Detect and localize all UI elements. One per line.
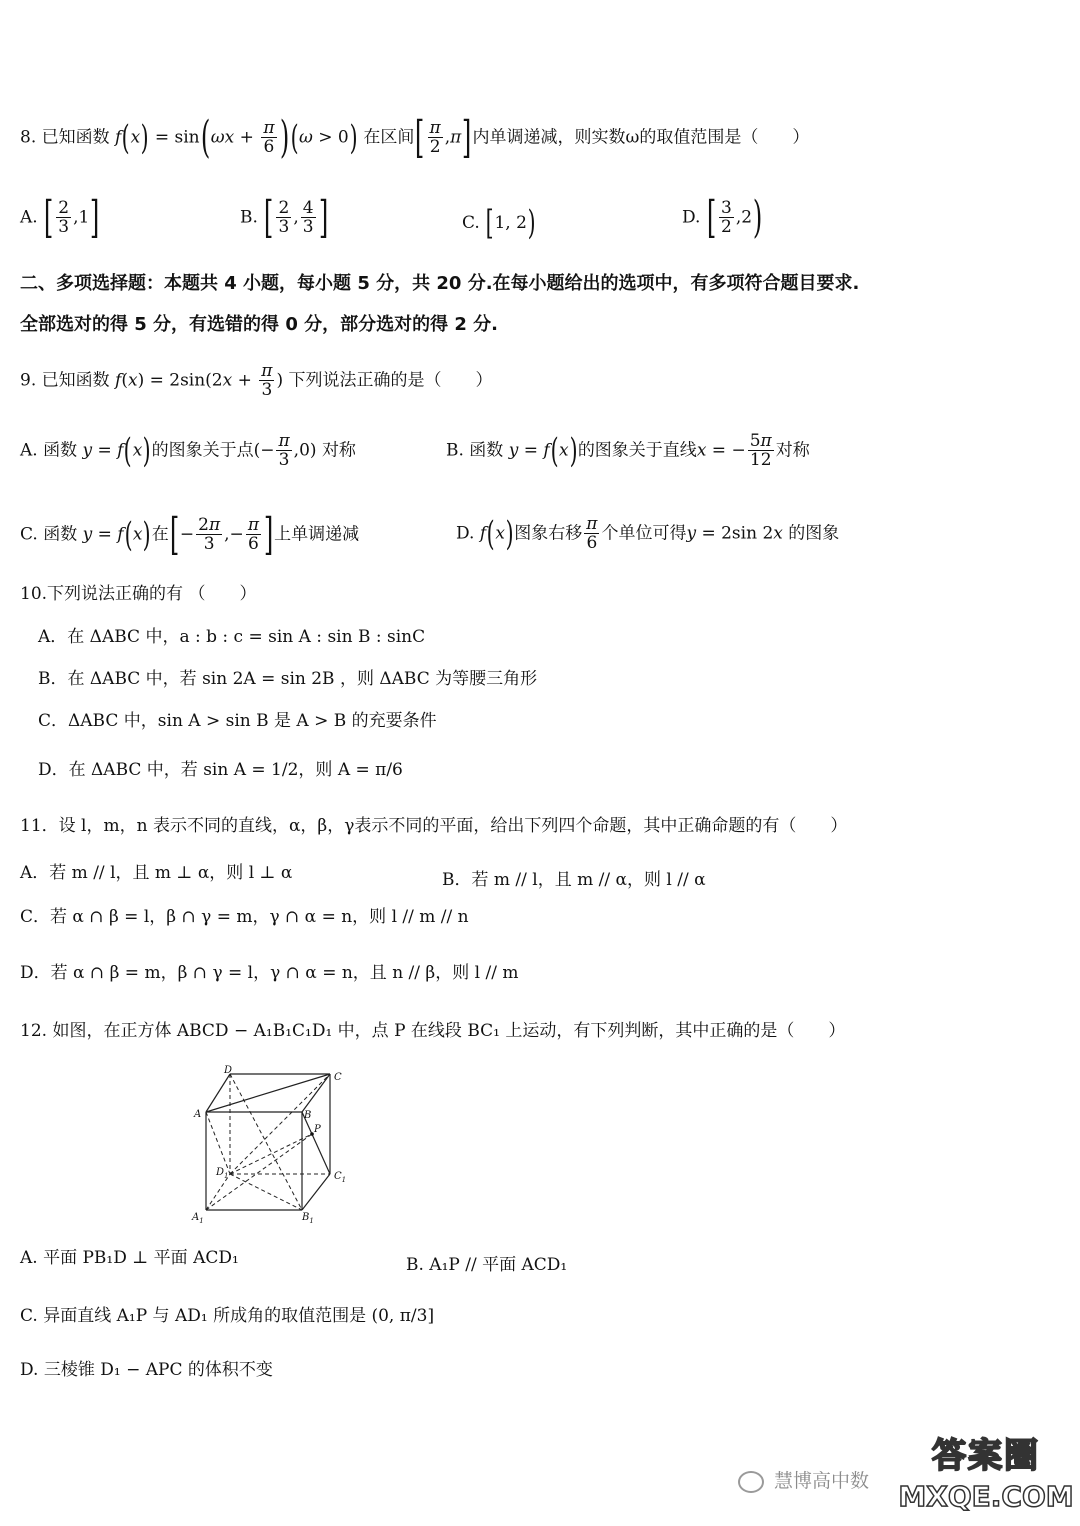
q8-stem-prefix: 8. 已知函数 xyxy=(20,127,110,148)
q12-option-d[interactable]: D. 三棱锥 D₁ − APC 的体积不变 xyxy=(20,1360,273,1380)
wechat-icon xyxy=(738,1471,764,1493)
edge-b1c1 xyxy=(302,1174,330,1210)
section2-scoring: 全部选对的得 5 分，有选错的得 0 分，部分选对的得 2 分. xyxy=(20,314,499,335)
seg-d1p-hidden xyxy=(230,1134,312,1174)
q11-option-b[interactable]: B．若 m // l，且 m // α，则 l // α xyxy=(442,870,706,890)
q12-option-a[interactable]: A. 平面 PB₁D ⊥ 平面 ACD₁ xyxy=(20,1248,239,1268)
q9-stem: 9. 已知函数 f(x) = 2sin(2x + $\frac{\pi}{3}$ ) 下列说法正确的是（ ） xyxy=(20,361,493,401)
q8-option-c[interactable]: C. [1, 2) xyxy=(462,203,536,243)
section2-title: 二、多项选择题：本题共 4 小题，每小题 5 分，共 20 分.在每小题给出的选项中，有多项符合题目要求. xyxy=(20,273,860,294)
watermark-brand xyxy=(898,1434,1074,1520)
seg-bc1 xyxy=(302,1112,330,1174)
edge-bc xyxy=(302,1074,330,1112)
q8-option-a[interactable]: A. [ $\frac{2}{3}$ ,1] xyxy=(20,192,100,243)
diag-d1b1-hidden xyxy=(230,1174,302,1210)
q9-option-d[interactable]: D. f(x)图象右移 $\frac{\pi}{6}$ 个单位可得y = 2sin 2x 的图象 xyxy=(456,513,840,554)
q8-stem: 8. 已知函数 f(x) = sin(ωx + $\frac{\pi}{6}$ )(ω > 0) 在区间[ $\frac{\pi}{2}$ ,π]内单调递减，则实数ω的取值范围是（ ） xyxy=(20,112,810,163)
q10-option-a[interactable]: A．在 ΔABC 中，a : b : c = sin A : sin B : sinC xyxy=(38,627,426,647)
label-a: A xyxy=(194,1109,202,1120)
q11-option-d[interactable]: D．若 α ∩ β = m，β ∩ γ = l，γ ∩ α = n，且 n // β，则 l // m xyxy=(20,963,519,983)
label-p: P xyxy=(314,1124,321,1135)
q9-option-a[interactable]: A. 函数 y = f(x)的图象关于点(− $\frac{\pi}{3}$ ,0) 对称 xyxy=(20,430,356,471)
q9-option-c[interactable]: C. 函数 y = f(x)在[− $\frac{2\pi}{3}$ ,− $\frac{\pi}{6}$ ]上单调递减 xyxy=(20,509,360,560)
q8-option-d[interactable]: D. [ $\frac{3}{2}$ ,2) xyxy=(682,192,763,243)
q11-option-c[interactable]: C．若 α ∩ β = l，β ∩ γ = m，γ ∩ α = n，则 l // m // n xyxy=(20,907,469,927)
q8-tail: 内单调递减，则实数ω的取值范围是（ ） xyxy=(472,127,810,148)
q8-function: f xyxy=(115,127,122,148)
q10-option-c[interactable]: C．ΔABC 中，sin A > sin B 是 A > B 的充要条件 xyxy=(38,711,437,731)
label-b1: $B_1$ xyxy=(302,1212,314,1225)
diag-ad1-hidden xyxy=(206,1112,230,1174)
q12-option-b[interactable]: B. A₁P // 平面 ACD₁ xyxy=(406,1255,568,1275)
watermark-brand-bottom: MXQE.COM xyxy=(898,1480,1074,1513)
q11-option-a[interactable]: A．若 m // l，且 m ⊥ α，则 l ⊥ α xyxy=(20,863,293,883)
q9-option-b[interactable]: B. 函数 y = f(x)的图象关于直线x = − $\frac{5\pi}{12}$ 对称 xyxy=(446,430,810,471)
q12-stem: 12. 如图，在正方体 ABCD − A₁B₁C₁D₁ 中，点 P 在线段 BC₁ 上运动，有下列判断，其中正确的是（ ） xyxy=(20,1021,846,1041)
label-d1: $D_1$ xyxy=(216,1167,229,1180)
watermark-brand-top: 答案圈 xyxy=(932,1436,1040,1476)
q10-option-b[interactable]: B．在 ΔABC 中，若 sin 2A = sin 2B ，则 ΔABC 为等腰三角形 xyxy=(38,669,538,689)
cube-figure xyxy=(188,1062,358,1230)
label-c: C xyxy=(334,1072,342,1083)
q8-interval-label: 在区间 xyxy=(363,127,415,148)
label-c1: $C_1$ xyxy=(334,1171,347,1184)
watermark-source: 慧博高中数 xyxy=(738,1466,869,1493)
q10-option-d[interactable]: D．在 ΔABC 中，若 sin A = 1/2，则 A = π/6 xyxy=(38,760,403,780)
q10-stem: 10.下列说法正确的有 （ ） xyxy=(20,584,257,604)
q12-option-c[interactable]: C. 异面直线 A₁P 与 AD₁ 所成角的取值范围是 (0, π/3] xyxy=(20,1306,435,1326)
diag-db1-hidden xyxy=(230,1074,302,1210)
q11-stem: 11．设 l，m，n 表示不同的直线，α，β，γ表示不同的平面，给出下列四个命题，其中正确命题的有（ ） xyxy=(20,816,848,836)
label-a1: $A_1$ xyxy=(192,1212,204,1225)
q8-option-b[interactable]: B. [ $\frac{2}{3}$ , $\frac{4}{3}$ ] xyxy=(240,192,328,243)
label-d: D xyxy=(224,1065,233,1076)
label-b: B xyxy=(304,1110,312,1121)
